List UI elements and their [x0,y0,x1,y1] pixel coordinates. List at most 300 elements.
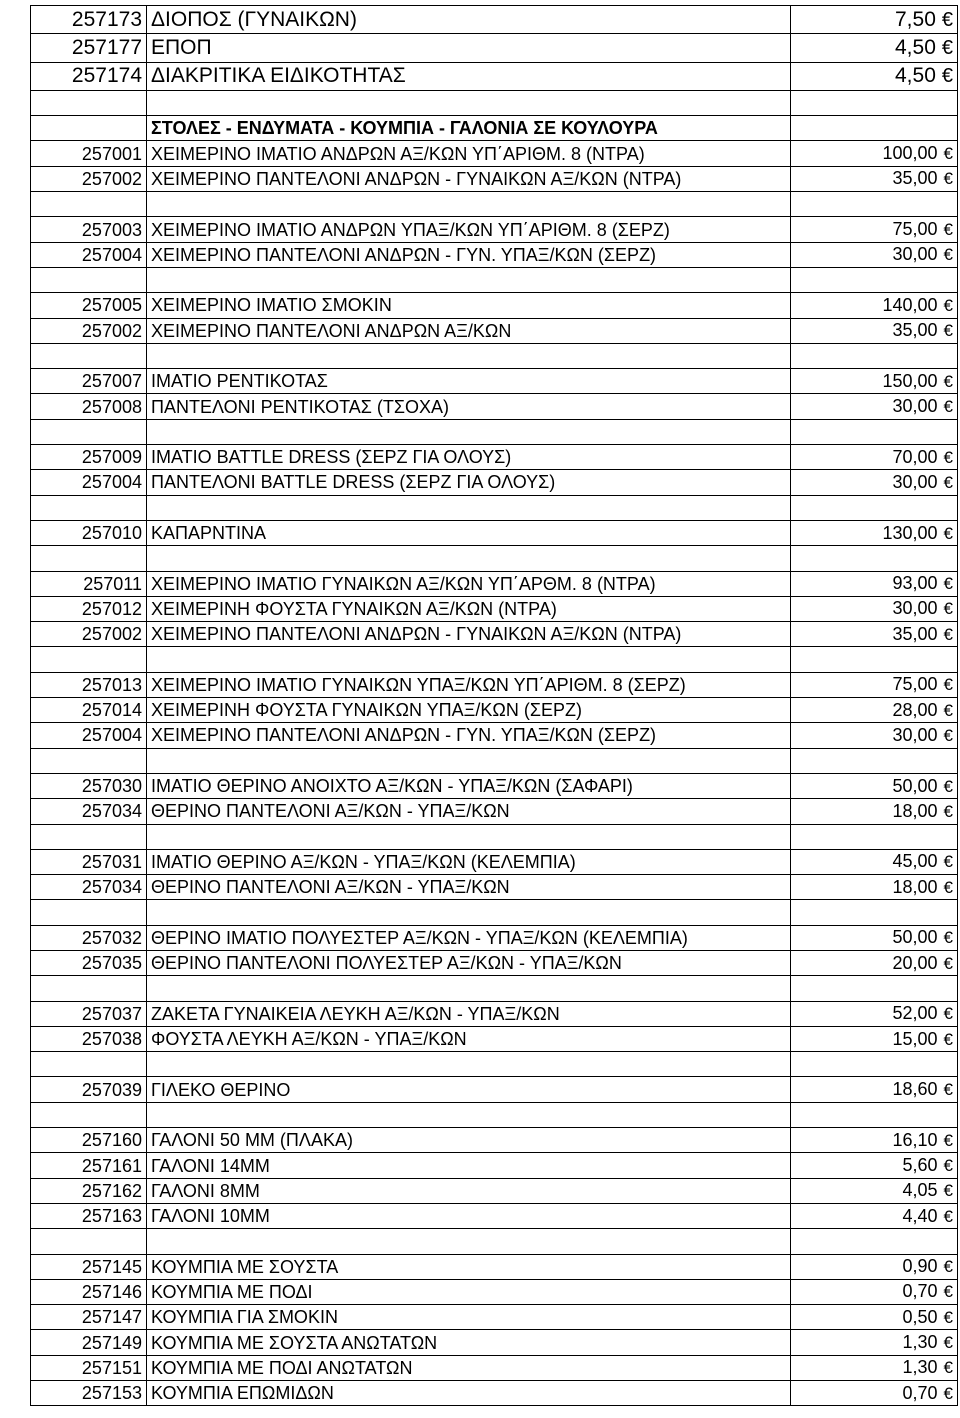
item-code: 257147 [31,1305,147,1330]
euro-symbol: € [943,877,953,897]
item-code: 257002 [31,166,147,191]
item-description: ΚΟΥΜΠΙΑ ΓΙΑ ΣΜΟΚΙΝ [147,1305,791,1330]
table-row [31,445,958,470]
item-code [31,343,147,368]
item-description: ΧΕΙΜΕΡΙΝΗ ΦΟΥΣΤΑ ΓΥΝΑΙΚΩΝ ΥΠΑΞ/ΚΩΝ (ΣΕΡΖ) [147,698,791,723]
blank-row [31,824,958,849]
item-code: 257173 [31,6,147,34]
item-code: 257153 [31,1381,147,1406]
euro-symbol: € [943,1383,953,1403]
item-price-cell [791,1254,958,1279]
item-price: 1,30 [902,1357,938,1378]
item-price-cell [791,976,958,1001]
item-price-cell [791,698,958,723]
blank-row [31,192,958,217]
blank-row [31,267,958,292]
section-heading-row [31,116,958,141]
item-code: 257007 [31,369,147,394]
euro-symbol: € [941,65,953,88]
item-description [147,495,791,520]
item-description: ΖΑΚΕΤΑ ΓΥΝΑΙΚΕΙΑ ΛΕΥΚΗ ΑΞ/ΚΩΝ - ΥΠΑΞ/ΚΩΝ [147,1001,791,1026]
item-code [31,1052,147,1077]
item-description: ΧΕΙΜΕΡΙΝΟ ΠΑΝΤΕΛΟΝΙ ΑΝΔΡΩΝ - ΓΥΝΑΙΚΩΝ ΑΞ/ΚΩΝ (ΝΤΡΑ) [147,166,791,191]
blank-row [31,419,958,444]
item-price-cell [791,1128,958,1153]
item-code [31,748,147,773]
item-price-cell [791,470,958,495]
item-price: 50,00 [892,775,938,796]
item-code: 257009 [31,445,147,470]
item-description: ΚΟΥΜΠΙΑ ΜΕ ΠΟΔΙ [147,1279,791,1304]
euro-symbol: € [943,852,953,872]
item-price-cell [791,242,958,267]
item-price-cell [791,571,958,596]
item-code: 257008 [31,394,147,419]
item-price-cell [791,62,958,90]
item-description: ΚΟΥΜΠΙΑ ΜΕ ΣΟΥΣΤΑ ΑΝΩΤΑΤΩΝ [147,1330,791,1355]
item-price: 35,00 [892,168,938,189]
item-price-cell [791,166,958,191]
item-code: 257037 [31,1001,147,1026]
item-description: ΧΕΙΜΕΡΙΝΟ ΙΜΑΤΙΟ ΓΥΝΑΙΚΩΝ ΑΞ/ΚΩΝ ΥΠ΄ΑΡΘΜ. 8 (ΝΤΡΑ) [147,571,791,596]
table-row [31,242,958,267]
item-description [147,192,791,217]
euro-symbol: € [943,371,953,391]
item-description [147,90,791,115]
euro-symbol: € [943,1257,953,1277]
item-code: 257149 [31,1330,147,1355]
item-price: 0,90 [902,1256,938,1277]
price-table [30,5,958,1406]
item-description: ΧΕΙΜΕΡΙΝΟ ΙΜΑΤΙΟ ΓΥΝΑΙΚΩΝ ΥΠΑΞ/ΚΩΝ ΥΠ΄ΑΡΙΘΜ. 8 (ΣΕΡΖ) [147,672,791,697]
item-code [31,900,147,925]
item-price-cell [791,419,958,444]
section-heading: ΣΤΟΛΕΣ - ΕΝΔΥΜΑΤΑ - ΚΟΥΜΠΙΑ - ΓΑΛΟΝΙΑ ΣΕ ΚΟΥΛΟΥΡΑ [147,116,791,141]
euro-symbol: € [943,245,953,265]
item-price: 0,50 [902,1306,938,1327]
item-description: ΧΕΙΜΕΡΙΝΟ ΠΑΝΤΕΛΟΝΙ ΑΝΔΡΩΝ - ΓΥΝ. ΥΠΑΞ/ΚΩΝ (ΣΕΡΖ) [147,723,791,748]
item-description: ΠΑΝΤΕΛΟΝΙ ΡΕΝΤΙΚΟΤΑΣ (ΤΣΟΧΑ) [147,394,791,419]
table-row [31,1026,958,1051]
item-description: ΚΟΥΜΠΙΑ ΕΠΩΜΙΔΩΝ [147,1381,791,1406]
table-row [31,571,958,596]
euro-symbol: € [941,36,953,59]
item-code: 257035 [31,950,147,975]
blank-row [31,90,958,115]
blank-row [31,1229,958,1254]
blank-row [31,748,958,773]
item-code [31,1102,147,1127]
item-description [147,900,791,925]
item-price-cell [791,546,958,571]
item-code: 257160 [31,1128,147,1153]
table-row [31,1153,958,1178]
item-price-cell [791,141,958,166]
item-description: ΚΑΠΑΡΝΤΙΝΑ [147,520,791,545]
item-description: ΔΙΟΠΟΣ (ΓΥΝΑΙΚΩΝ) [147,6,791,34]
item-price-cell [791,293,958,318]
table-row [31,1178,958,1203]
item-code: 257039 [31,1077,147,1102]
table-row [31,520,958,545]
blank-row [31,1102,958,1127]
euro-symbol: € [943,599,953,619]
item-description: ΠΑΝΤΕΛΟΝΙ BATTLE DRESS (ΣΕΡΖ ΓΙΑ ΟΛΟΥΣ) [147,470,791,495]
item-price: 28,00 [892,699,938,720]
item-description: ΧΕΙΜΕΡΙΝΟ ΙΜΑΤΙΟ ΑΝΔΡΩΝ ΥΠΑΞ/ΚΩΝ ΥΠ΄ΑΡΙΘΜ. 8 (ΣΕΡΖ) [147,217,791,242]
item-price-cell [791,192,958,217]
table-row [31,849,958,874]
item-price-cell [791,318,958,343]
item-price-cell [791,925,958,950]
item-price-cell [791,90,958,115]
item-description: ΘΕΡΙΝΟ ΠΑΝΤΕΛΟΝΙ ΑΞ/ΚΩΝ - ΥΠΑΞ/ΚΩΝ [147,799,791,824]
euro-symbol: € [943,220,953,240]
item-code: 257014 [31,698,147,723]
item-price: 30,00 [892,724,938,745]
item-description: ΧΕΙΜΕΡΙΝΟ ΙΜΑΤΙΟ ΑΝΔΡΩΝ ΑΞ/ΚΩΝ ΥΠ΄ΑΡΙΘΜ. 8 (ΝΤΡΑ) [147,141,791,166]
item-price: 7,50 [895,7,936,31]
table-row [31,799,958,824]
euro-symbol: € [943,700,953,720]
table-row [31,773,958,798]
item-description: ΙΜΑΤΙΟ ΘΕΡΙΝΟ ΑΝΟΙΧΤΟ ΑΞ/ΚΩΝ - ΥΠΑΞ/ΚΩΝ (ΣΑΦΑΡΙ) [147,773,791,798]
item-code: 257003 [31,217,147,242]
item-price-cell [791,343,958,368]
item-price: 0,70 [902,1281,938,1302]
euro-symbol: € [943,321,953,341]
item-description: ΧΕΙΜΕΡΙΝΟ ΠΑΝΤΕΛΟΝΙ ΑΝΔΡΩΝ - ΓΥΝ. ΥΠΑΞ/ΚΩΝ (ΣΕΡΖ) [147,242,791,267]
price-table-body [31,6,958,1406]
table-row [31,369,958,394]
item-price: 18,00 [892,876,938,897]
item-price-cell [791,116,958,141]
item-price-cell [791,217,958,242]
item-description: ΓΑΛΟΝΙ 14ΜΜ [147,1153,791,1178]
table-row [31,1077,958,1102]
item-price-cell [791,748,958,773]
item-price: 30,00 [892,244,938,265]
table-row [31,318,958,343]
table-row [31,1203,958,1228]
euro-symbol: € [943,1130,953,1150]
item-code: 257005 [31,293,147,318]
item-code: 257031 [31,849,147,874]
item-price: 4,05 [902,1180,938,1201]
item-code: 257032 [31,925,147,950]
item-description: ΚΟΥΜΠΙΑ ΜΕ ΣΟΥΣΤΑ [147,1254,791,1279]
item-price: 130,00 [882,522,938,543]
item-price-cell [791,1052,958,1077]
table-row [31,470,958,495]
table-row [31,1330,958,1355]
item-code: 257010 [31,520,147,545]
item-code: 257034 [31,799,147,824]
item-code: 257004 [31,723,147,748]
table-row [31,1254,958,1279]
item-price-cell [791,647,958,672]
item-code: 257162 [31,1178,147,1203]
table-row [31,950,958,975]
item-price-cell [791,1153,958,1178]
item-price-cell [791,1305,958,1330]
table-row [31,1279,958,1304]
item-description [147,1229,791,1254]
item-code: 257002 [31,318,147,343]
item-price: 140,00 [882,294,938,315]
item-description: ΘΕΡΙΝΟ ΙΜΑΤΙΟ ΠΟΛΥΕΣΤΕΡ ΑΞ/ΚΩΝ - ΥΠΑΞ/ΚΩΝ (ΚΕΛΕΜΠΙΑ) [147,925,791,950]
item-price-cell [791,1381,958,1406]
item-code [31,419,147,444]
item-price: 4,40 [902,1205,938,1226]
table-row [31,394,958,419]
euro-symbol: € [943,624,953,644]
item-code [31,116,147,141]
table-row [31,1355,958,1380]
item-price-cell [791,1102,958,1127]
euro-symbol: € [943,1282,953,1302]
blank-row [31,900,958,925]
table-row [31,141,958,166]
item-price: 52,00 [892,1003,938,1024]
item-price: 100,00 [882,143,938,164]
euro-symbol: € [943,928,953,948]
item-price: 30,00 [892,598,938,619]
item-description: ΓΑΛΟΝΙ 8ΜΜ [147,1178,791,1203]
euro-symbol: € [943,1080,953,1100]
euro-symbol: € [943,574,953,594]
euro-symbol: € [943,397,953,417]
item-description [147,546,791,571]
item-price-cell [791,950,958,975]
item-code [31,976,147,1001]
item-description [147,343,791,368]
item-price: 35,00 [892,623,938,644]
item-price-cell [791,1203,958,1228]
euro-symbol: € [943,953,953,973]
euro-symbol: € [941,8,953,31]
item-code: 257161 [31,1153,147,1178]
item-price: 93,00 [892,573,938,594]
item-description: ΔΙΑΚΡΙΤΙΚΑ ΕΙΔΙΚΟΤΗΤΑΣ [147,62,791,90]
item-description: ΕΠΟΠ [147,34,791,62]
item-description: ΙΜΑΤΙΟ ΘΕΡΙΝΟ ΑΞ/ΚΩΝ - ΥΠΑΞ/ΚΩΝ (ΚΕΛΕΜΠΙΑ) [147,849,791,874]
table-row [31,875,958,900]
blank-row [31,976,958,1001]
item-price-cell [791,1077,958,1102]
item-description [147,647,791,672]
table-row [31,217,958,242]
item-code: 257004 [31,242,147,267]
item-price-cell [791,1001,958,1026]
blank-row [31,647,958,672]
item-price-cell [791,596,958,621]
euro-symbol: € [943,776,953,796]
item-price: 75,00 [892,674,938,695]
item-code: 257002 [31,622,147,647]
item-price: 35,00 [892,320,938,341]
table-row [31,34,958,62]
item-price: 0,70 [902,1382,938,1403]
item-code: 257012 [31,596,147,621]
euro-symbol: € [943,675,953,695]
item-price: 18,60 [892,1079,938,1100]
item-description: ΧΕΙΜΕΡΙΝΟ ΙΜΑΤΙΟ ΣΜΟΚΙΝ [147,293,791,318]
item-description [147,1102,791,1127]
item-description [147,824,791,849]
item-code: 257013 [31,672,147,697]
table-row [31,166,958,191]
euro-symbol: € [943,1307,953,1327]
table-row [31,1305,958,1330]
item-price-cell [791,875,958,900]
euro-symbol: € [943,725,953,745]
euro-symbol: € [943,144,953,164]
item-price-cell [791,824,958,849]
table-row [31,596,958,621]
item-price-cell [791,900,958,925]
item-price: 4,50 [895,35,936,59]
item-code [31,824,147,849]
item-price: 5,60 [902,1155,938,1175]
euro-symbol: € [943,472,953,492]
euro-symbol: € [943,1206,953,1226]
item-price-cell [791,849,958,874]
item-price-cell [791,445,958,470]
item-price: 75,00 [892,219,938,240]
item-price-cell [791,6,958,34]
table-row [31,1381,958,1406]
table-row [31,723,958,748]
item-price: 4,50 [895,64,936,88]
item-code: 257004 [31,470,147,495]
item-code [31,647,147,672]
item-price: 30,00 [892,396,938,417]
item-price-cell [791,394,958,419]
item-code: 257146 [31,1279,147,1304]
euro-symbol: € [943,801,953,821]
euro-symbol: € [943,169,953,189]
item-description [147,1052,791,1077]
euro-symbol: € [943,523,953,543]
item-price-cell [791,495,958,520]
euro-symbol: € [943,1333,953,1353]
item-price-cell [791,672,958,697]
item-description: ΘΕΡΙΝΟ ΠΑΝΤΕΛΟΝΙ ΠΟΛΥΕΣΤΕΡ ΑΞ/ΚΩΝ - ΥΠΑΞ/ΚΩΝ [147,950,791,975]
item-price-cell [791,369,958,394]
item-price: 15,00 [892,1028,938,1049]
item-price: 18,00 [892,800,938,821]
item-price: 150,00 [882,370,938,391]
item-code: 257177 [31,34,147,62]
blank-row [31,546,958,571]
item-description: ΙΜΑΤΙΟ ΡΕΝΤΙΚΟΤΑΣ [147,369,791,394]
table-row [31,1128,958,1153]
item-price: 50,00 [892,927,938,948]
item-description: ΚΟΥΜΠΙΑ ΜΕ ΠΟΔΙ ΑΝΩΤΑΤΩΝ [147,1355,791,1380]
euro-symbol: € [943,1358,953,1378]
item-price-cell [791,1279,958,1304]
euro-symbol: € [943,447,953,467]
item-price-cell [791,1026,958,1051]
item-price-cell [791,622,958,647]
table-row [31,698,958,723]
item-code: 257030 [31,773,147,798]
item-description: ΓΙΛΕΚΟ ΘΕΡΙΝΟ [147,1077,791,1102]
item-code: 257011 [31,571,147,596]
euro-symbol: € [943,1004,953,1024]
item-price-cell [791,1178,958,1203]
item-price-cell [791,1355,958,1380]
item-code: 257038 [31,1026,147,1051]
table-row [31,6,958,34]
item-price-cell [791,799,958,824]
item-price-cell [791,723,958,748]
table-row [31,925,958,950]
item-price-cell [791,267,958,292]
item-code: 257145 [31,1254,147,1279]
euro-symbol: € [943,1156,953,1175]
euro-symbol: € [943,1181,953,1201]
item-description [147,976,791,1001]
item-code [31,1229,147,1254]
item-code [31,90,147,115]
euro-symbol: € [943,295,953,315]
item-code: 257151 [31,1355,147,1380]
item-description: ΧΕΙΜΕΡΙΝΟ ΠΑΝΤΕΛΟΝΙ ΑΝΔΡΩΝ ΑΞ/ΚΩΝ [147,318,791,343]
item-code: 257174 [31,62,147,90]
item-price: 70,00 [892,446,938,467]
item-price: 16,10 [892,1129,938,1150]
item-description: ΦΟΥΣΤΑ ΛΕΥΚΗ ΑΞ/ΚΩΝ - ΥΠΑΞ/ΚΩΝ [147,1026,791,1051]
item-code: 257163 [31,1203,147,1228]
item-description [147,419,791,444]
blank-row [31,1052,958,1077]
item-price-cell [791,1330,958,1355]
euro-symbol: € [943,1029,953,1049]
blank-row [31,495,958,520]
item-description: ΓΑΛΟΝΙ 50 ΜΜ (ΠΛΑΚΑ) [147,1128,791,1153]
item-description: ΧΕΙΜΕΡΙΝΟ ΠΑΝΤΕΛΟΝΙ ΑΝΔΡΩΝ - ΓΥΝΑΙΚΩΝ ΑΞ/ΚΩΝ (ΝΤΡΑ) [147,622,791,647]
item-description: ΘΕΡΙΝΟ ΠΑΝΤΕΛΟΝΙ ΑΞ/ΚΩΝ - ΥΠΑΞ/ΚΩΝ [147,875,791,900]
item-description [147,267,791,292]
item-code [31,546,147,571]
item-price-cell [791,520,958,545]
item-description: ΓΑΛΟΝΙ 10ΜΜ [147,1203,791,1228]
table-row [31,672,958,697]
item-price: 1,30 [902,1332,938,1353]
item-description: ΙΜΑΤΙΟ BATTLE DRESS (ΣΕΡΖ ΓΙΑ ΟΛΟΥΣ) [147,445,791,470]
item-code: 257034 [31,875,147,900]
item-price: 20,00 [892,952,938,973]
item-description: ΧΕΙΜΕΡΙΝΗ ΦΟΥΣΤΑ ΓΥΝΑΙΚΩΝ ΑΞ/ΚΩΝ (ΝΤΡΑ) [147,596,791,621]
item-price: 30,00 [892,471,938,492]
item-code [31,495,147,520]
item-price-cell [791,773,958,798]
item-description [147,748,791,773]
item-code: 257001 [31,141,147,166]
item-code [31,192,147,217]
table-row [31,293,958,318]
table-row [31,1001,958,1026]
item-code [31,267,147,292]
item-price-cell [791,1229,958,1254]
item-price-cell [791,34,958,62]
item-price: 45,00 [892,851,938,872]
table-row [31,62,958,90]
blank-row [31,343,958,368]
table-row [31,622,958,647]
